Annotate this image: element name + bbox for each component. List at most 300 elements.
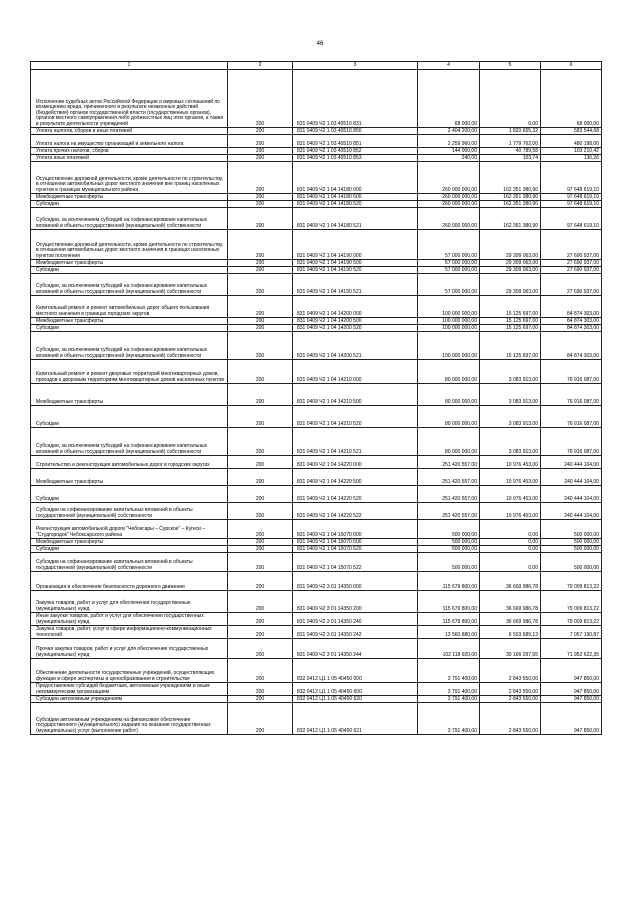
- row-unexecuted-amount: 240 444 104,00: [541, 503, 602, 520]
- row-description-text: Субсидии: [36, 266, 59, 273]
- row-classification-code: 831 0409 Ч2 1 04 14220 500: [293, 469, 418, 486]
- row-unexecuted-amount: 27 690 937,00: [541, 230, 602, 260]
- row-executed-amount: 29 309 063,00: [480, 267, 541, 274]
- row-line-code: 200: [228, 155, 293, 162]
- row-unexecuted-amount: 71 952 622,35: [541, 639, 602, 659]
- row-classification-code: 831 0409 Ч2 3 01 14350 244: [293, 639, 418, 659]
- row-description: [31, 520, 228, 539]
- row-executed-amount: 36 669 986,78: [480, 613, 541, 626]
- row-description-text: Субсидии автономным учреждениям на финансовое обеспечение государственного (муниципального) задания на оказание государственных (муниципальных) услуг (выполнение работ): [36, 716, 211, 734]
- table-row: [31, 148, 602, 155]
- row-description-text: Субсидии на софинансирование капитальных вложений в объекты государственной (муниципальной) собственности: [36, 559, 193, 571]
- row-line-code: 200: [228, 456, 293, 469]
- row-description: [31, 148, 228, 155]
- row-description: [31, 503, 228, 520]
- row-unexecuted-amount: 97 648 619,10: [541, 208, 602, 230]
- table-row: [31, 332, 602, 360]
- header-cell: 3: [293, 62, 418, 70]
- row-classification-code: 831 0409 Ч2 1 04 14200 500: [293, 318, 418, 325]
- row-unexecuted-amount: 500 000,00: [541, 553, 602, 572]
- row-line-code: 200: [228, 572, 293, 591]
- table-row: [31, 318, 602, 325]
- table-row: [31, 683, 602, 696]
- row-line-code: 200: [228, 360, 293, 384]
- row-approved-amount: 260 000 000,00: [418, 194, 480, 201]
- row-approved-amount: 3 791 400,00: [418, 696, 480, 703]
- table-row: [31, 520, 602, 539]
- row-approved-amount: 260 000 000,00: [418, 208, 480, 230]
- row-executed-amount: 36 669 986,78: [480, 572, 541, 591]
- row-executed-amount: 10 976 453,00: [480, 469, 541, 486]
- row-description: [31, 613, 228, 626]
- table-row: [31, 469, 602, 486]
- row-line-code: 200: [228, 503, 293, 520]
- row-line-code: 200: [228, 201, 293, 208]
- row-executed-amount: 2 843 550,00: [480, 703, 541, 735]
- header-cell: 2: [228, 62, 293, 70]
- row-classification-code: 831 0409 Ч2 1 04 14210 000: [293, 360, 418, 384]
- table-row: [31, 703, 602, 735]
- row-classification-code: 831 0409 Ч2 1 04 14180 000: [293, 162, 418, 194]
- row-unexecuted-amount: 27 690 937,00: [541, 260, 602, 267]
- row-executed-amount: 15 125 697,00: [480, 318, 541, 325]
- row-line-code: 200: [228, 230, 293, 260]
- row-description-text: Исполнение судебных актов Российской Федерации и мировых соглашений по возмещению вреда, причиненного в результате незаконных действий (бездействия) органов государственной власти (государственных органов), органов местного самоуправления либо должностных лиц этих органов, а также в результате деятельности учреждений: [36, 98, 224, 127]
- row-approved-amount: 251 420 557,00: [418, 469, 480, 486]
- row-description: [31, 456, 228, 469]
- row-unexecuted-amount: 480 198,00: [541, 135, 602, 148]
- row-description-text: Иные закупки товаров, работ и услуг для обеспечения государственных (муниципальных) нужд: [36, 613, 204, 625]
- row-approved-amount: 57 000 000,00: [418, 260, 480, 267]
- row-description-text: Закупка товаров, работ и услуг для обеспечения государственных (муниципальных) нужд: [36, 600, 191, 612]
- row-unexecuted-amount: 68 000,00: [541, 70, 602, 128]
- table-row: [31, 428, 602, 456]
- row-classification-code: 831 0409 Ч2 3 01 14350 000: [293, 572, 418, 591]
- table-row: [31, 296, 602, 318]
- row-description-text: Предоставление субсидий бюджетным, автономным учреждениям и иным некоммерческим организациям: [36, 683, 210, 695]
- row-line-code: 200: [228, 613, 293, 626]
- row-approved-amount: 144 000,00: [418, 148, 480, 155]
- table-row: [31, 639, 602, 659]
- table-row: [31, 230, 602, 260]
- row-unexecuted-amount: 947 850,00: [541, 683, 602, 696]
- table-row: [31, 613, 602, 626]
- table-row: [31, 659, 602, 683]
- row-approved-amount: 115 679 800,00: [418, 613, 480, 626]
- row-description-text: Осуществление дорожной деятельности, кроме деятельности по строительству, в отношении автомобильных дорог местного значения в границах населенных пунктов поселения: [36, 241, 224, 259]
- row-approved-amount: 80 000 000,00: [418, 384, 480, 406]
- row-approved-amount: 80 000 000,00: [418, 360, 480, 384]
- row-classification-code: 832 0412 Ц1 1 05 40450 000: [293, 659, 418, 683]
- row-approved-amount: 260 000 000,00: [418, 201, 480, 208]
- row-description: [31, 155, 228, 162]
- row-classification-code: 831 0409 Ч2 1 04 15070 000: [293, 520, 418, 539]
- row-unexecuted-amount: 76 916 087,00: [541, 384, 602, 406]
- table-row: [31, 208, 602, 230]
- row-description-text: Организация и обеспечение безопасности дорожного движения: [36, 583, 185, 590]
- row-classification-code: 831 0409 Ч2 1 04 14210 520: [293, 406, 418, 428]
- row-description-text: Субсидии: [36, 324, 59, 331]
- row-approved-amount: 68 000,00: [418, 70, 480, 128]
- row-description-text: Субсидии, за исключением субсидий на софинансирование капитальных вложений в объекты государственной (муниципальной) собственности: [36, 443, 208, 455]
- table-row: [31, 546, 602, 553]
- table-row: [31, 194, 602, 201]
- row-unexecuted-amount: 84 874 303,00: [541, 332, 602, 360]
- row-approved-amount: 57 000 000,00: [418, 274, 480, 296]
- row-executed-amount: 29 309 063,00: [480, 260, 541, 267]
- row-description-text: Обеспечение деятельности государственных учреждений, осуществляющих функции в сфере экспертизы и ценообразования в строительстве: [36, 670, 215, 682]
- table-row: [31, 274, 602, 296]
- row-line-code: 200: [228, 208, 293, 230]
- row-executed-amount: 10 976 453,00: [480, 456, 541, 469]
- row-classification-code: 831 0409 Ч2 1 03 40510 853: [293, 155, 418, 162]
- row-unexecuted-amount: 84 874 303,00: [541, 296, 602, 318]
- row-approved-amount: 100 000 000,00: [418, 296, 480, 318]
- row-classification-code: 831 0409 Ч2 3 01 14350 240: [293, 613, 418, 626]
- row-unexecuted-amount: 136,26: [541, 155, 602, 162]
- row-line-code: 200: [228, 325, 293, 332]
- row-executed-amount: 3 083 913,00: [480, 360, 541, 384]
- row-classification-code: 831 0409 Ч2 1 04 14210 500: [293, 384, 418, 406]
- row-classification-code: 831 0409 Ч2 3 01 14350 200: [293, 591, 418, 613]
- row-unexecuted-amount: 500 000,00: [541, 546, 602, 553]
- table-row: [31, 201, 602, 208]
- row-approved-amount: 251 420 557,00: [418, 486, 480, 503]
- row-description: [31, 267, 228, 274]
- row-executed-amount: 10 976 453,00: [480, 486, 541, 503]
- row-description-text: Прочая закупка товаров, работ и услуг для обеспечения государственных (муниципальных) нужд: [36, 646, 209, 658]
- budget-execution-table: [30, 61, 602, 735]
- row-unexecuted-amount: 947 850,00: [541, 696, 602, 703]
- row-approved-amount: 3 791 400,00: [418, 659, 480, 683]
- row-description: [31, 703, 228, 735]
- row-description-text: Субсидии, за исключением субсидий на софинансирование капитальных вложений в объекты государственной (муниципальной) собственности: [36, 217, 208, 229]
- row-unexecuted-amount: 27 690 937,00: [541, 274, 602, 296]
- row-description: [31, 162, 228, 194]
- row-description: [31, 296, 228, 318]
- table-row: [31, 325, 602, 332]
- row-approved-amount: 57 000 000,00: [418, 267, 480, 274]
- row-classification-code: 831 0409 Ч2 1 04 14220 520: [293, 486, 418, 503]
- row-approved-amount: 500 000,00: [418, 539, 480, 546]
- header-cell: 5: [480, 62, 541, 70]
- row-line-code: 200: [228, 539, 293, 546]
- row-approved-amount: 102 118 920,00: [418, 639, 480, 659]
- row-executed-amount: 3 083 913,00: [480, 406, 541, 428]
- row-line-code: 200: [228, 70, 293, 128]
- row-description: [31, 469, 228, 486]
- row-line-code: 200: [228, 406, 293, 428]
- table-row: [31, 591, 602, 613]
- row-classification-code: 831 0409 Ч2 1 03 40510 850: [293, 128, 418, 135]
- row-unexecuted-amount: 84 874 303,00: [541, 325, 602, 332]
- row-description: [31, 135, 228, 148]
- row-classification-code: 831 0409 Ч2 1 04 14210 521: [293, 428, 418, 456]
- row-approved-amount: 2 259 960,00: [418, 135, 480, 148]
- row-description: [31, 572, 228, 591]
- row-description-text: Строительство и реконструкция автомобильных дорог в городских округах: [36, 461, 210, 468]
- row-unexecuted-amount: 240 444 104,00: [541, 456, 602, 469]
- row-description-text: Межбюджетные трансферты: [36, 193, 104, 200]
- row-classification-code: 831 0409 Ч2 1 04 14190 520: [293, 267, 418, 274]
- row-line-code: 200: [228, 703, 293, 735]
- table-row: [31, 572, 602, 591]
- row-description: [31, 696, 228, 703]
- table-row: [31, 553, 602, 572]
- row-unexecuted-amount: 76 916 087,00: [541, 360, 602, 384]
- row-line-code: 200: [228, 683, 293, 696]
- row-unexecuted-amount: 79 009 813,22: [541, 572, 602, 591]
- row-description: [31, 332, 228, 360]
- row-executed-amount: 6 503 689,13: [480, 626, 541, 639]
- row-approved-amount: 80 000 000,00: [418, 406, 480, 428]
- row-line-code: 200: [228, 659, 293, 683]
- table-row: [31, 539, 602, 546]
- row-approved-amount: 100 000 000,00: [418, 332, 480, 360]
- row-line-code: 200: [228, 128, 293, 135]
- row-executed-amount: 3 083 913,00: [480, 428, 541, 456]
- row-description-text: Уплата налогов, сборов и иных платежей: [36, 127, 133, 134]
- row-description-text: Капитальный ремонт и ремонт автомобильных дорог общего пользования местного значения в границах городских округов: [36, 305, 210, 317]
- row-classification-code: 831 0409 Ч2 1 03 40510 852: [293, 148, 418, 155]
- row-executed-amount: 30 166 297,65: [480, 639, 541, 659]
- row-description: [31, 486, 228, 503]
- row-description: [31, 360, 228, 384]
- table-row: [31, 486, 602, 503]
- row-approved-amount: 3 791 400,00: [418, 683, 480, 696]
- row-classification-code: 832 0412 Ц1 1 05 40450 620: [293, 696, 418, 703]
- table-row: [31, 162, 602, 194]
- row-line-code: 200: [228, 553, 293, 572]
- row-description: [31, 546, 228, 553]
- table-row: [31, 696, 602, 703]
- row-line-code: 200: [228, 469, 293, 486]
- row-unexecuted-amount: 947 850,00: [541, 659, 602, 683]
- header-cell: 1: [31, 62, 228, 70]
- row-line-code: 200: [228, 162, 293, 194]
- row-unexecuted-amount: 240 444 104,00: [541, 486, 602, 503]
- row-executed-amount: 2 843 550,00: [480, 696, 541, 703]
- row-classification-code: 831 0409 Ч2 1 04 14200 521: [293, 332, 418, 360]
- row-executed-amount: 15 125 697,00: [480, 332, 541, 360]
- row-description-text: Межбюджетные трансферты: [36, 538, 104, 545]
- row-description: [31, 683, 228, 696]
- row-approved-amount: 500 000,00: [418, 546, 480, 553]
- row-approved-amount: 100 000 000,00: [418, 318, 480, 325]
- header-cell: 6: [541, 62, 602, 70]
- row-line-code: 200: [228, 296, 293, 318]
- row-executed-amount: 0,00: [480, 70, 541, 128]
- table-row: [31, 70, 602, 128]
- table-row: [31, 267, 602, 274]
- row-unexecuted-amount: 583 544,68: [541, 128, 602, 135]
- row-unexecuted-amount: 500 000,00: [541, 520, 602, 539]
- row-description: [31, 639, 228, 659]
- row-executed-amount: 2 843 550,00: [480, 659, 541, 683]
- row-description-text: Межбюджетные трансферты: [36, 259, 104, 266]
- row-executed-amount: 0,00: [480, 539, 541, 546]
- row-executed-amount: 162 351 380,90: [480, 201, 541, 208]
- row-executed-amount: 15 125 697,00: [480, 325, 541, 332]
- row-classification-code: 831 0409 Ч2 1 04 14190 521: [293, 274, 418, 296]
- row-description: [31, 208, 228, 230]
- row-approved-amount: 260 000 000,00: [418, 162, 480, 194]
- table-row: [31, 135, 602, 148]
- row-description: [31, 128, 228, 135]
- row-approved-amount: 500 000,00: [418, 520, 480, 539]
- row-line-code: 200: [228, 135, 293, 148]
- row-executed-amount: 3 083 913,00: [480, 384, 541, 406]
- row-approved-amount: 251 420 557,00: [418, 503, 480, 520]
- row-description-text: Межбюджетные трансферты: [36, 317, 104, 324]
- row-description: [31, 428, 228, 456]
- row-line-code: 200: [228, 546, 293, 553]
- row-description-text: Субсидии, за исключением субсидий на софинансирование капитальных вложений в объекты государственной (муниципальной) собственности: [36, 283, 208, 295]
- table-row: [31, 406, 602, 428]
- row-classification-code: 831 0409 Ч2 1 03 40510 851: [293, 135, 418, 148]
- row-description: [31, 406, 228, 428]
- row-line-code: 200: [228, 194, 293, 201]
- row-description-text: Субсидии на софинансирование капитальных вложений в объекты государственной (муниципальной) собственности: [36, 507, 193, 519]
- row-classification-code: 832 0412 Ц1 1 05 40450 621: [293, 703, 418, 735]
- row-executed-amount: 1 779 762,00: [480, 135, 541, 148]
- row-description: [31, 591, 228, 613]
- row-executed-amount: 29 309 063,00: [480, 274, 541, 296]
- row-description: [31, 70, 228, 128]
- row-line-code: 200: [228, 626, 293, 639]
- row-line-code: 200: [228, 591, 293, 613]
- row-approved-amount: 3 791 400,00: [418, 703, 480, 735]
- header-cell: 4: [418, 62, 480, 70]
- row-line-code: 200: [228, 332, 293, 360]
- row-unexecuted-amount: 79 009 813,22: [541, 613, 602, 626]
- row-approved-amount: 251 420 557,00: [418, 456, 480, 469]
- row-executed-amount: 10 976 453,00: [480, 503, 541, 520]
- row-line-code: 200: [228, 696, 293, 703]
- row-classification-code: 831 0409 Ч2 1 04 14200 520: [293, 325, 418, 332]
- row-executed-amount: 162 351 380,90: [480, 194, 541, 201]
- row-description-text: Субсидии: [36, 420, 59, 427]
- row-classification-code: 831 0409 Ч2 1 04 14220 522: [293, 503, 418, 520]
- row-unexecuted-amount: 97 648 619,10: [541, 194, 602, 201]
- row-executed-amount: 162 351 380,90: [480, 208, 541, 230]
- row-description-text: Уплата налога на имущество организаций и земельного налога: [36, 140, 184, 147]
- row-unexecuted-amount: 76 916 087,00: [541, 406, 602, 428]
- row-description: [31, 230, 228, 260]
- row-approved-amount: 57 000 000,00: [418, 230, 480, 260]
- row-description: [31, 318, 228, 325]
- row-description-text: Субсидии: [36, 200, 59, 207]
- row-unexecuted-amount: 947 850,00: [541, 703, 602, 735]
- row-line-code: 200: [228, 274, 293, 296]
- page-number: 46: [316, 41, 324, 47]
- row-description: [31, 201, 228, 208]
- row-executed-amount: 29 309 063,00: [480, 230, 541, 260]
- row-classification-code: 831 0409 Ч2 1 04 14190 500: [293, 260, 418, 267]
- table-row: [31, 360, 602, 384]
- row-unexecuted-amount: 500 000,00: [541, 539, 602, 546]
- row-description-text: Межбюджетные трансферты: [36, 398, 104, 405]
- header-row: [31, 62, 602, 70]
- row-unexecuted-amount: 97 648 619,10: [541, 201, 602, 208]
- row-approved-amount: 80 000 000,00: [418, 428, 480, 456]
- row-unexecuted-amount: 79 009 813,22: [541, 591, 602, 613]
- table-row: [31, 128, 602, 135]
- row-classification-code: 831 0409 Ч2 1 04 14220 000: [293, 456, 418, 469]
- row-description-text: Субсидии: [36, 545, 59, 552]
- row-description-text: Межбюджетные трансферты: [36, 478, 104, 485]
- row-executed-amount: 36 669 986,78: [480, 591, 541, 613]
- row-description: [31, 659, 228, 683]
- row-line-code: 200: [228, 267, 293, 274]
- row-unexecuted-amount: 27 690 937,00: [541, 267, 602, 274]
- row-description-text: Субсидии, за исключением субсидий на софинансирование капитальных вложений в объекты государственной (муниципальной) собственности: [36, 347, 208, 359]
- row-line-code: 200: [228, 318, 293, 325]
- table-body: [31, 70, 602, 735]
- row-line-code: 200: [228, 260, 293, 267]
- row-description-text: Уплата прочих налогов, сборов: [36, 147, 109, 154]
- row-executed-amount: 0,00: [480, 520, 541, 539]
- row-classification-code: 831 0409 Ч2 1 04 14190 000: [293, 230, 418, 260]
- row-executed-amount: 0,00: [480, 546, 541, 553]
- row-classification-code: 831 0409 Ч2 1 03 40510 831: [293, 70, 418, 128]
- row-executed-amount: 103,74: [480, 155, 541, 162]
- row-description: [31, 194, 228, 201]
- row-unexecuted-amount: 84 874 303,00: [541, 318, 602, 325]
- row-description-text: Осуществление дорожной деятельности, кроме деятельности по строительству, в отношении автомобильных дорог местного значения вне границ населенных пунктов в границах муниципального района: [36, 175, 224, 193]
- row-approved-amount: 100 000 000,00: [418, 325, 480, 332]
- row-unexecuted-amount: 240 444 104,00: [541, 469, 602, 486]
- row-classification-code: 831 0409 Ч2 1 04 14200 000: [293, 296, 418, 318]
- row-line-code: 200: [228, 148, 293, 155]
- row-approved-amount: 500 000,00: [418, 553, 480, 572]
- row-approved-amount: 2 404 200,00: [418, 128, 480, 135]
- row-description: [31, 384, 228, 406]
- row-unexecuted-amount: 7 057 190,87: [541, 626, 602, 639]
- row-executed-amount: 40 789,58: [480, 148, 541, 155]
- row-line-code: 200: [228, 428, 293, 456]
- row-approved-amount: 13 560 880,00: [418, 626, 480, 639]
- row-approved-amount: 115 679 800,00: [418, 591, 480, 613]
- row-executed-amount: 15 125 697,00: [480, 296, 541, 318]
- row-description-text: Капитальный ремонт и ремонт дворовых территорий многоквартирных домов, проездов к дворовым территориям многоквартирных домов населенных пунктов: [36, 371, 224, 383]
- row-approved-amount: 240,00: [418, 155, 480, 162]
- row-description-text: Субсидии: [36, 495, 59, 502]
- row-description: [31, 626, 228, 639]
- row-classification-code: 831 0409 Ч2 1 04 14180 500: [293, 194, 418, 201]
- row-line-code: 200: [228, 639, 293, 659]
- row-description: [31, 325, 228, 332]
- row-classification-code: 831 0409 Ч2 1 04 14180 520: [293, 201, 418, 208]
- row-unexecuted-amount: 97 648 619,10: [541, 162, 602, 194]
- row-description-text: Закупка товаров, работ, услуг в сфере информационно-коммуникационных технологий: [36, 626, 212, 638]
- row-description: [31, 539, 228, 546]
- table-row: [31, 456, 602, 469]
- table-row: [31, 260, 602, 267]
- row-executed-amount: 162 351 380,90: [480, 162, 541, 194]
- row-classification-code: 831 0409 Ч2 1 04 15070 520: [293, 546, 418, 553]
- row-classification-code: 832 0412 Ц1 1 05 40450 600: [293, 683, 418, 696]
- row-description-text: Уплата иных платежей: [36, 154, 89, 161]
- row-line-code: 200: [228, 520, 293, 539]
- row-description-text: Реконструкция автомобильной дороги "Чебоксары – Сурское" – Кугеси – "Студгородок" Чебоксарского района: [36, 526, 206, 538]
- row-description: [31, 553, 228, 572]
- table-row: [31, 503, 602, 520]
- row-executed-amount: 2 843 550,00: [480, 683, 541, 696]
- row-unexecuted-amount: 76 916 087,00: [541, 428, 602, 456]
- row-line-code: 200: [228, 486, 293, 503]
- table-row: [31, 384, 602, 406]
